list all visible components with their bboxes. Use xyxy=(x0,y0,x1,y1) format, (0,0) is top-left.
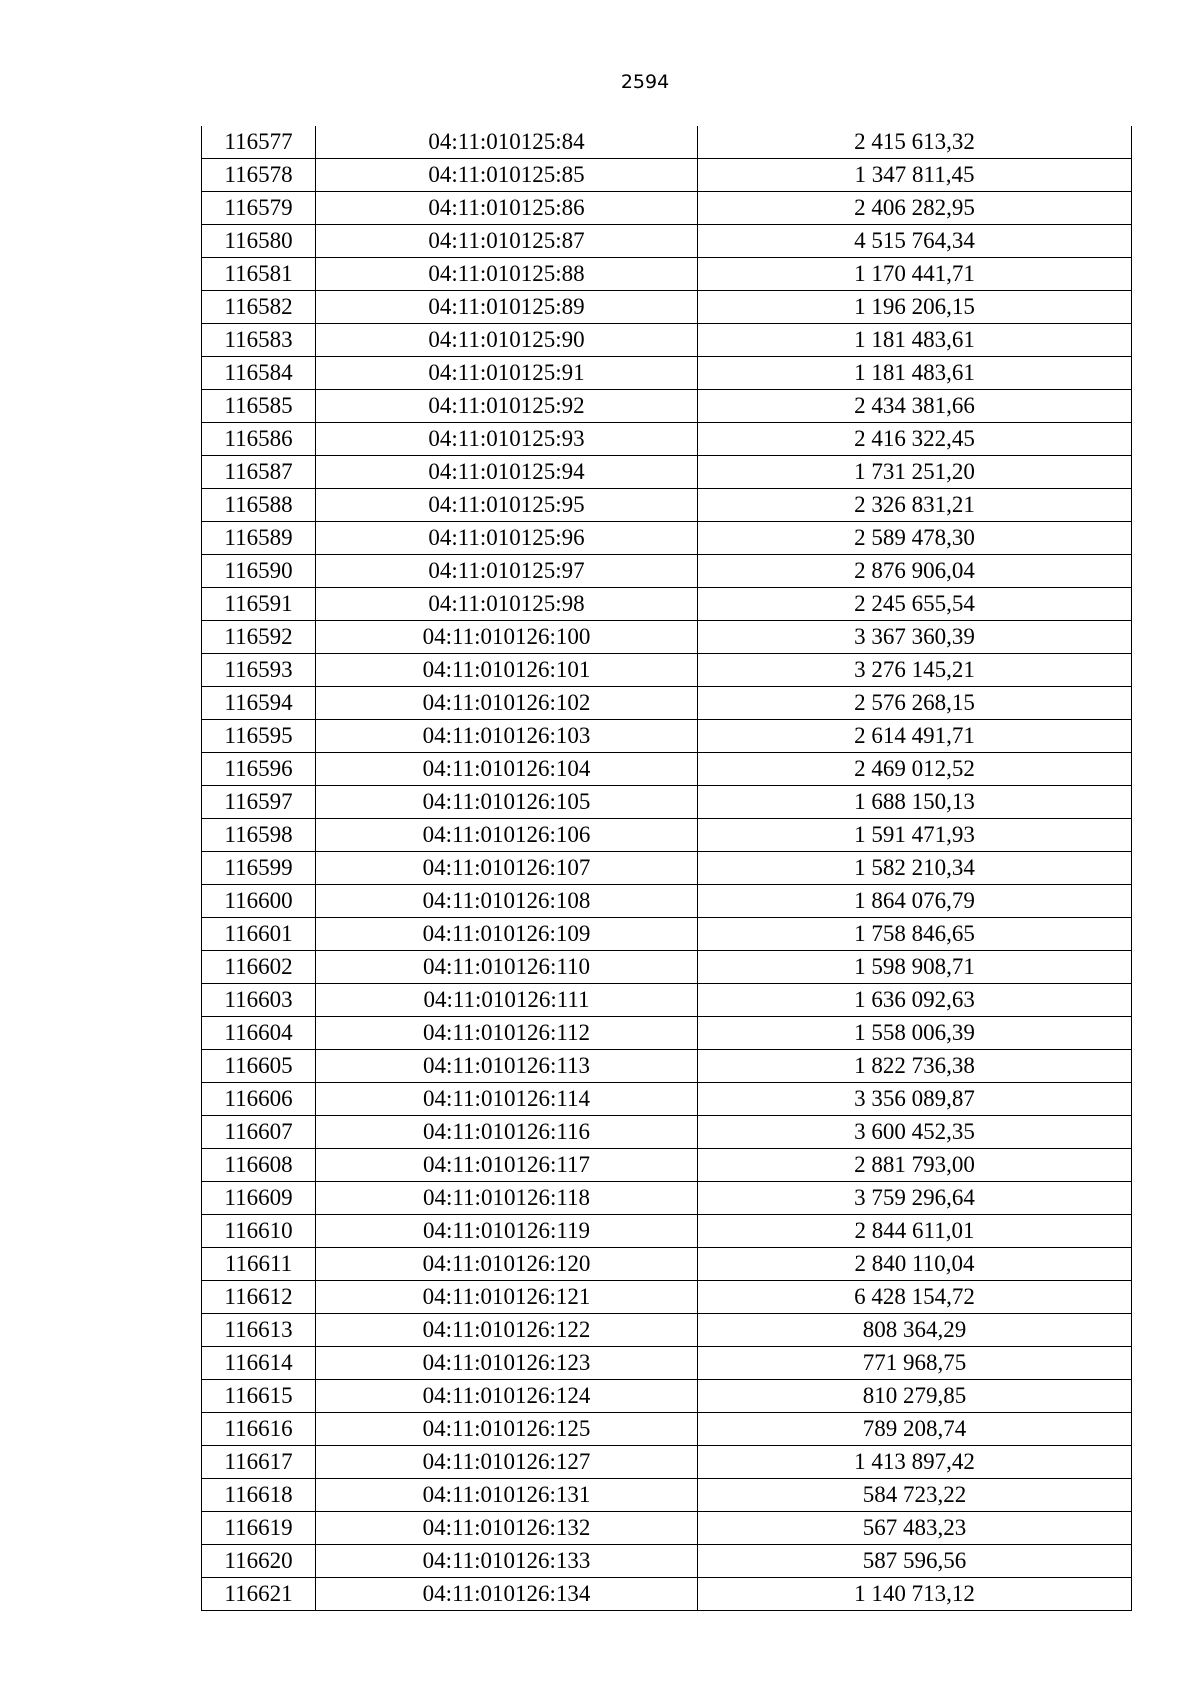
cadastral-value-cell: 2 876 906,04 xyxy=(698,555,1132,588)
table-row xyxy=(202,654,1132,687)
cadastral-number-cell: 04:11:010126:121 xyxy=(316,1281,698,1314)
cadastral-value-cell: 587 596,56 xyxy=(698,1545,1132,1578)
table-row xyxy=(202,1248,1132,1281)
cadastral-number-cell: 04:11:010126:102 xyxy=(316,687,698,720)
cadastral-number-cell: 04:11:010125:88 xyxy=(316,258,698,291)
cadastral-number-cell: 04:11:010126:101 xyxy=(316,654,698,687)
cadastral-value-cell: 2 614 491,71 xyxy=(698,720,1132,753)
table-row xyxy=(202,852,1132,885)
row-number-cell: 116612 xyxy=(202,1281,316,1314)
table-row xyxy=(202,1149,1132,1182)
cadastral-value-cell: 2 326 831,21 xyxy=(698,489,1132,522)
cadastral-value-cell: 1 181 483,61 xyxy=(698,324,1132,357)
table-row xyxy=(202,1380,1132,1413)
cadastral-number-cell: 04:11:010125:91 xyxy=(316,357,698,390)
row-number-cell: 116610 xyxy=(202,1215,316,1248)
cadastral-number-cell: 04:11:010126:113 xyxy=(316,1050,698,1083)
cadastral-number-cell: 04:11:010125:90 xyxy=(316,324,698,357)
cadastral-number-cell: 04:11:010126:106 xyxy=(316,819,698,852)
cadastral-value-cell: 1 731 251,20 xyxy=(698,456,1132,489)
cadastral-value-cell: 1 347 811,45 xyxy=(698,159,1132,192)
cadastral-number-cell: 04:11:010125:87 xyxy=(316,225,698,258)
table-row xyxy=(202,885,1132,918)
table-row xyxy=(202,1281,1132,1314)
row-number-cell: 116599 xyxy=(202,852,316,885)
cadastral-value-cell: 6 428 154,72 xyxy=(698,1281,1132,1314)
cadastral-value-cell: 1 758 846,65 xyxy=(698,918,1132,951)
row-number-cell: 116616 xyxy=(202,1413,316,1446)
cadastral-number-cell: 04:11:010125:95 xyxy=(316,489,698,522)
cadastral-number-cell: 04:11:010126:108 xyxy=(316,885,698,918)
cadastral-number-cell: 04:11:010125:84 xyxy=(316,126,698,159)
table-row xyxy=(202,1314,1132,1347)
cadastral-number-cell: 04:11:010126:109 xyxy=(316,918,698,951)
row-number-cell: 116597 xyxy=(202,786,316,819)
table-row xyxy=(202,258,1132,291)
cadastral-value-cell: 1 170 441,71 xyxy=(698,258,1132,291)
cadastral-number-cell: 04:11:010126:119 xyxy=(316,1215,698,1248)
cadastral-value-cell: 2 245 655,54 xyxy=(698,588,1132,621)
table-row xyxy=(202,192,1132,225)
row-number-cell: 116585 xyxy=(202,390,316,423)
cadastral-number-cell: 04:11:010126:110 xyxy=(316,951,698,984)
table-row xyxy=(202,918,1132,951)
cadastral-value-cell: 2 881 793,00 xyxy=(698,1149,1132,1182)
row-number-cell: 116584 xyxy=(202,357,316,390)
row-number-cell: 116613 xyxy=(202,1314,316,1347)
cadastral-value-cell: 2 415 613,32 xyxy=(698,126,1132,159)
row-number-cell: 116596 xyxy=(202,753,316,786)
row-number-cell: 116608 xyxy=(202,1149,316,1182)
cadastral-number-cell: 04:11:010126:114 xyxy=(316,1083,698,1116)
table-row xyxy=(202,423,1132,456)
cadastral-number-cell: 04:11:010126:111 xyxy=(316,984,698,1017)
row-number-cell: 116592 xyxy=(202,621,316,654)
cadastral-value-cell: 2 840 110,04 xyxy=(698,1248,1132,1281)
row-number-cell: 116593 xyxy=(202,654,316,687)
cadastral-number-cell: 04:11:010125:93 xyxy=(316,423,698,456)
cadastral-number-cell: 04:11:010125:92 xyxy=(316,390,698,423)
row-number-cell: 116589 xyxy=(202,522,316,555)
cadastral-value-table xyxy=(201,126,1132,1611)
row-number-cell: 116607 xyxy=(202,1116,316,1149)
table-row xyxy=(202,753,1132,786)
cadastral-value-cell: 567 483,23 xyxy=(698,1512,1132,1545)
table-row xyxy=(202,1446,1132,1479)
cadastral-value-cell: 2 416 322,45 xyxy=(698,423,1132,456)
cadastral-number-cell: 04:11:010125:94 xyxy=(316,456,698,489)
cadastral-value-cell: 1 558 006,39 xyxy=(698,1017,1132,1050)
row-number-cell: 116617 xyxy=(202,1446,316,1479)
cadastral-number-cell: 04:11:010125:97 xyxy=(316,555,698,588)
row-number-cell: 116621 xyxy=(202,1578,316,1611)
row-number-cell: 116598 xyxy=(202,819,316,852)
table-row xyxy=(202,1083,1132,1116)
cadastral-number-cell: 04:11:010125:86 xyxy=(316,192,698,225)
cadastral-value-cell: 2 434 381,66 xyxy=(698,390,1132,423)
table-row xyxy=(202,126,1132,159)
table-row xyxy=(202,489,1132,522)
cadastral-value-cell: 2 589 478,30 xyxy=(698,522,1132,555)
row-number-cell: 116603 xyxy=(202,984,316,1017)
cadastral-value-cell: 771 968,75 xyxy=(698,1347,1132,1380)
row-number-cell: 116618 xyxy=(202,1479,316,1512)
cadastral-number-cell: 04:11:010126:134 xyxy=(316,1578,698,1611)
row-number-cell: 116582 xyxy=(202,291,316,324)
cadastral-number-cell: 04:11:010126:100 xyxy=(316,621,698,654)
cadastral-number-cell: 04:11:010125:85 xyxy=(316,159,698,192)
table-row xyxy=(202,720,1132,753)
cadastral-value-cell: 1 598 908,71 xyxy=(698,951,1132,984)
cadastral-number-cell: 04:11:010126:127 xyxy=(316,1446,698,1479)
table-row xyxy=(202,1116,1132,1149)
cadastral-value-cell: 1 636 092,63 xyxy=(698,984,1132,1017)
cadastral-value-cell: 1 591 471,93 xyxy=(698,819,1132,852)
table-row xyxy=(202,687,1132,720)
cadastral-number-cell: 04:11:010126:123 xyxy=(316,1347,698,1380)
table-row xyxy=(202,225,1132,258)
cadastral-number-cell: 04:11:010126:117 xyxy=(316,1149,698,1182)
cadastral-number-cell: 04:11:010126:116 xyxy=(316,1116,698,1149)
table-row xyxy=(202,1578,1132,1611)
table-row xyxy=(202,621,1132,654)
table-row xyxy=(202,1182,1132,1215)
row-number-cell: 116579 xyxy=(202,192,316,225)
table-row xyxy=(202,786,1132,819)
row-number-cell: 116606 xyxy=(202,1083,316,1116)
table-row xyxy=(202,390,1132,423)
row-number-cell: 116588 xyxy=(202,489,316,522)
row-number-cell: 116583 xyxy=(202,324,316,357)
cadastral-number-cell: 04:11:010126:132 xyxy=(316,1512,698,1545)
table-row xyxy=(202,1479,1132,1512)
cadastral-value-cell: 1 864 076,79 xyxy=(698,885,1132,918)
cadastral-value-cell: 789 208,74 xyxy=(698,1413,1132,1446)
cadastral-number-cell: 04:11:010125:89 xyxy=(316,291,698,324)
table-row xyxy=(202,456,1132,489)
cadastral-value-cell: 4 515 764,34 xyxy=(698,225,1132,258)
row-number-cell: 116611 xyxy=(202,1248,316,1281)
row-number-cell: 116595 xyxy=(202,720,316,753)
cadastral-number-cell: 04:11:010126:133 xyxy=(316,1545,698,1578)
row-number-cell: 116587 xyxy=(202,456,316,489)
table-row xyxy=(202,588,1132,621)
cadastral-number-cell: 04:11:010126:122 xyxy=(316,1314,698,1347)
table-row xyxy=(202,1215,1132,1248)
row-number-cell: 116602 xyxy=(202,951,316,984)
row-number-cell: 116619 xyxy=(202,1512,316,1545)
row-number-cell: 116581 xyxy=(202,258,316,291)
cadastral-value-cell: 810 279,85 xyxy=(698,1380,1132,1413)
row-number-cell: 116604 xyxy=(202,1017,316,1050)
row-number-cell: 116594 xyxy=(202,687,316,720)
cadastral-number-cell: 04:11:010125:98 xyxy=(316,588,698,621)
cadastral-value-cell: 2 469 012,52 xyxy=(698,753,1132,786)
row-number-cell: 116577 xyxy=(202,126,316,159)
cadastral-value-cell: 3 356 089,87 xyxy=(698,1083,1132,1116)
row-number-cell: 116601 xyxy=(202,918,316,951)
cadastral-value-cell: 2 406 282,95 xyxy=(698,192,1132,225)
cadastral-value-cell: 3 276 145,21 xyxy=(698,654,1132,687)
table-row xyxy=(202,819,1132,852)
cadastral-value-cell: 1 181 483,61 xyxy=(698,357,1132,390)
cadastral-number-cell: 04:11:010125:96 xyxy=(316,522,698,555)
cadastral-number-cell: 04:11:010126:118 xyxy=(316,1182,698,1215)
cadastral-value-cell: 2 844 611,01 xyxy=(698,1215,1132,1248)
table-row xyxy=(202,1413,1132,1446)
cadastral-value-cell: 1 582 210,34 xyxy=(698,852,1132,885)
cadastral-number-cell: 04:11:010126:120 xyxy=(316,1248,698,1281)
cadastral-value-cell: 2 576 268,15 xyxy=(698,687,1132,720)
table-row xyxy=(202,1050,1132,1083)
cadastral-value-cell: 808 364,29 xyxy=(698,1314,1132,1347)
table-row xyxy=(202,984,1132,1017)
row-number-cell: 116580 xyxy=(202,225,316,258)
cadastral-value-cell: 3 600 452,35 xyxy=(698,1116,1132,1149)
row-number-cell: 116600 xyxy=(202,885,316,918)
table-body xyxy=(202,126,1132,1611)
table-row xyxy=(202,522,1132,555)
cadastral-value-cell: 1 413 897,42 xyxy=(698,1446,1132,1479)
table-row xyxy=(202,555,1132,588)
page-number: 2594 xyxy=(620,71,670,93)
row-number-cell: 116620 xyxy=(202,1545,316,1578)
row-number-cell: 116614 xyxy=(202,1347,316,1380)
cadastral-number-cell: 04:11:010126:124 xyxy=(316,1380,698,1413)
table-row xyxy=(202,324,1132,357)
cadastral-number-cell: 04:11:010126:104 xyxy=(316,753,698,786)
row-number-cell: 116578 xyxy=(202,159,316,192)
table-row xyxy=(202,1017,1132,1050)
table-row xyxy=(202,159,1132,192)
cadastral-number-cell: 04:11:010126:125 xyxy=(316,1413,698,1446)
table-row xyxy=(202,357,1132,390)
table-row xyxy=(202,1512,1132,1545)
row-number-cell: 116590 xyxy=(202,555,316,588)
cadastral-value-cell: 1 822 736,38 xyxy=(698,1050,1132,1083)
row-number-cell: 116609 xyxy=(202,1182,316,1215)
cadastral-value-cell: 1 688 150,13 xyxy=(698,786,1132,819)
cadastral-value-cell: 3 367 360,39 xyxy=(698,621,1132,654)
cadastral-number-cell: 04:11:010126:131 xyxy=(316,1479,698,1512)
table-row xyxy=(202,951,1132,984)
cadastral-value-cell: 3 759 296,64 xyxy=(698,1182,1132,1215)
row-number-cell: 116586 xyxy=(202,423,316,456)
cadastral-number-cell: 04:11:010126:112 xyxy=(316,1017,698,1050)
row-number-cell: 116591 xyxy=(202,588,316,621)
table-row xyxy=(202,291,1132,324)
cadastral-value-cell: 584 723,22 xyxy=(698,1479,1132,1512)
cadastral-number-cell: 04:11:010126:105 xyxy=(316,786,698,819)
cadastral-value-cell: 1 196 206,15 xyxy=(698,291,1132,324)
cadastral-value-cell: 1 140 713,12 xyxy=(698,1578,1132,1611)
row-number-cell: 116615 xyxy=(202,1380,316,1413)
row-number-cell: 116605 xyxy=(202,1050,316,1083)
cadastral-number-cell: 04:11:010126:107 xyxy=(316,852,698,885)
table-row xyxy=(202,1347,1132,1380)
table-row xyxy=(202,1545,1132,1578)
cadastral-number-cell: 04:11:010126:103 xyxy=(316,720,698,753)
